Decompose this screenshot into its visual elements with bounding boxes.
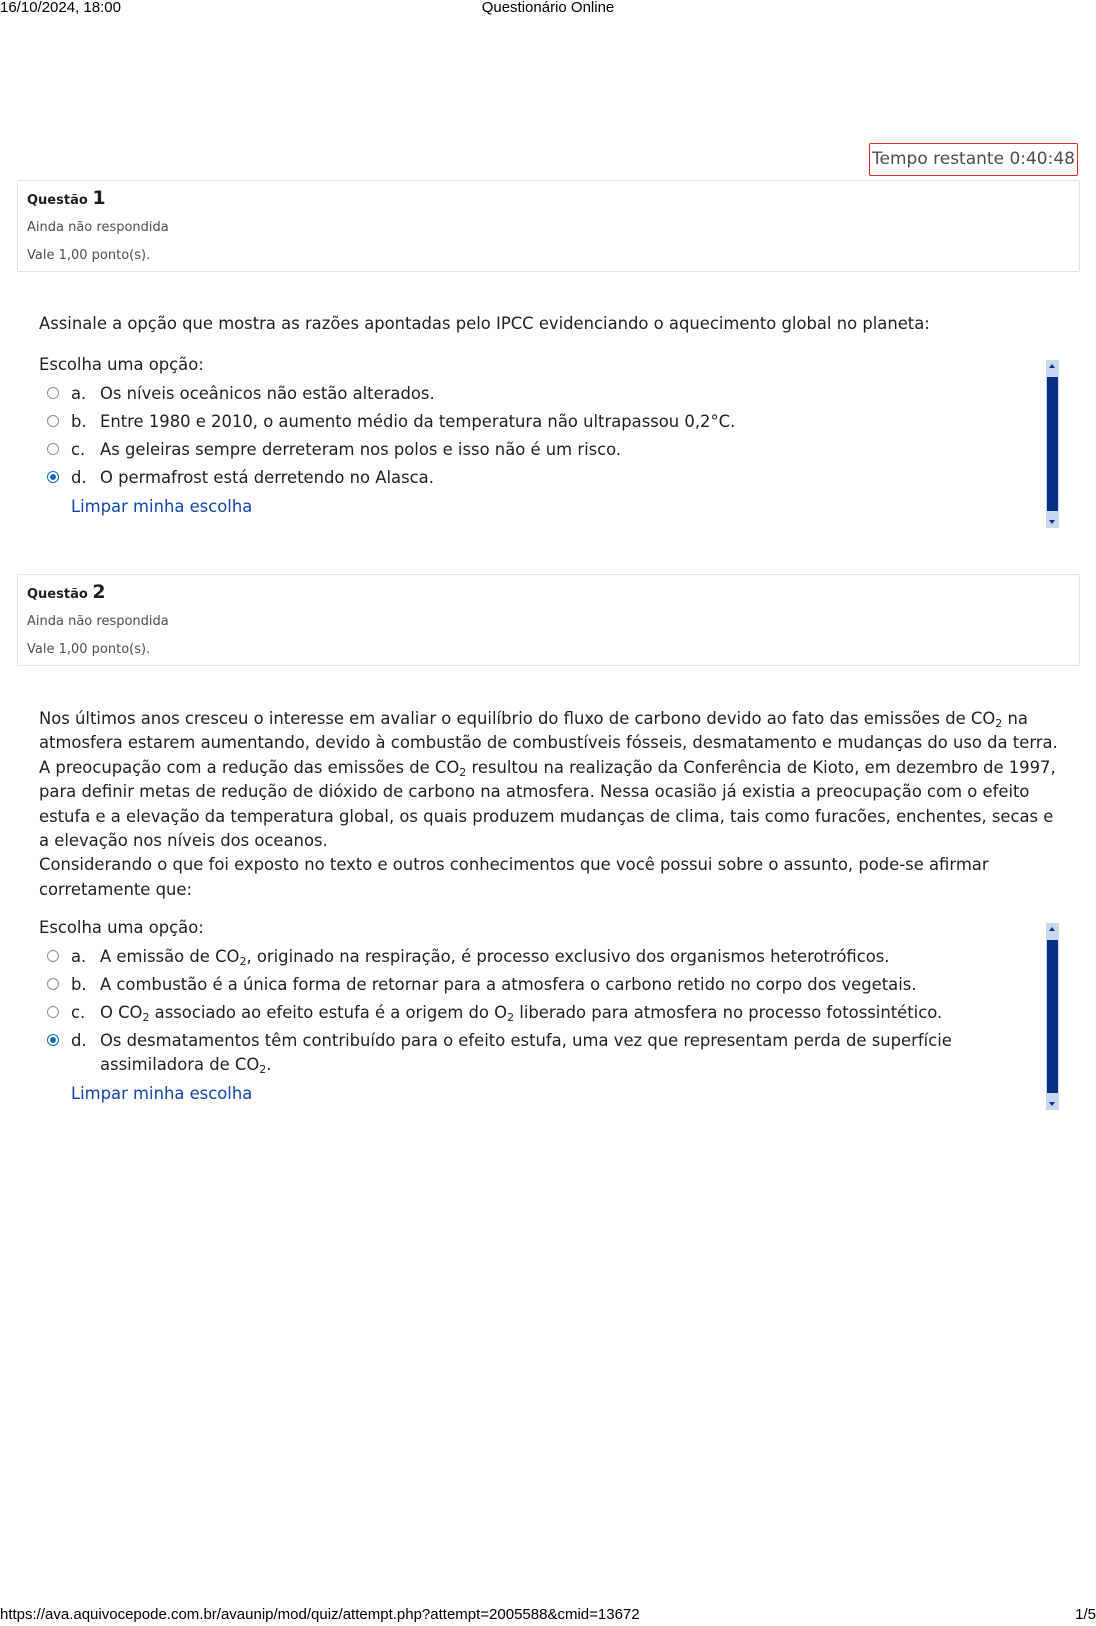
question-1-clear-choice-link[interactable]: Limpar minha escolha: [71, 497, 253, 516]
question-2-clear-choice-link[interactable]: Limpar minha escolha: [71, 1084, 253, 1103]
scrollbar-thumb[interactable]: [1047, 940, 1058, 1093]
radio-button[interactable]: [47, 950, 59, 962]
print-title: Questionário Online: [481, 0, 615, 16]
question-2-option-d[interactable]: d. Os desmatamentos têm contribuído para o efeito estufa, uma vez que representam perda de superfície assimiladora de $CO_2$.: [47, 1029, 967, 1077]
question-2-scrollbar[interactable]: [1046, 923, 1059, 1110]
print-page-number: 1/5: [1075, 1606, 1096, 1623]
radio-button-checked[interactable]: [47, 1034, 59, 1046]
print-footer: [0, 1606, 1096, 1626]
scrollbar-thumb[interactable]: [1047, 377, 1058, 511]
radio-button-checked[interactable]: [47, 471, 59, 483]
question-2-text: Nos últimos anos cresceu o interesse em avaliar o equilíbrio do fluxo de carbono devido ao fato das emissões de $CO_2$ na atmosfera estarem aumentando, devido à combustão de combustíveis fósseis, desmatamento e mudanças do uso da terra. A preocupação com a redução das emissões de $CO_2$ resultou na realização da Conferência de Kioto, em dezembro de 1997, para definir metas de redução de dióxido de carbono na atmosfera. Nessa ocasião já existia a preocupação com o efeito estufa e a elevação da temperatura global, os quais produzem mudanças de clima, tais como furacões, enchentes, secas e a elevação nos níveis dos oceanos. Considerando o que foi exposto no texto e outros conhecimentos que você possui sobre o assunto, pode-se afirmar corretamente que:: [39, 709, 1058, 899]
question-2-number: Questão 2: [27, 581, 106, 603]
scroll-up-arrow-icon[interactable]: [1046, 360, 1059, 373]
question-2-state: Ainda não respondida: [27, 614, 169, 629]
question-2-prompt: Escolha uma opção:: [39, 918, 204, 937]
print-header: [0, 0, 1096, 19]
scroll-down-arrow-icon[interactable]: [1046, 1097, 1059, 1110]
radio-button[interactable]: [47, 387, 59, 399]
print-url: https://ava.aquivocepode.com.br/avaunip/mod/quiz/attempt.php?attempt=2005588&cmid=13672: [0, 1606, 640, 1623]
question-2-grade: Vale 1,00 ponto(s).: [27, 642, 151, 657]
radio-button[interactable]: [47, 443, 59, 455]
question-1-state: Ainda não respondida: [27, 220, 169, 235]
print-datetime: 16/10/2024, 18:00: [0, 0, 121, 16]
scroll-up-arrow-icon[interactable]: [1046, 923, 1059, 936]
question-1-grade: Vale 1,00 ponto(s).: [27, 248, 151, 263]
question-1-number: Questão 1: [27, 187, 106, 209]
question-1-scrollbar[interactable]: [1046, 360, 1059, 528]
radio-button[interactable]: [47, 415, 59, 427]
question-1-prompt: Escolha uma opção:: [39, 355, 204, 374]
radio-button[interactable]: [47, 978, 59, 990]
time-remaining-badge: Tempo restante 0:40:48: [869, 143, 1078, 176]
question-1-text: Assinale a opção que mostra as razões apontadas pelo IPCC evidenciando o aquecimento global no planeta:: [39, 314, 930, 333]
question-1-info: [17, 180, 1080, 272]
radio-button[interactable]: [47, 1006, 59, 1018]
scroll-down-arrow-icon[interactable]: [1046, 515, 1059, 528]
question-2-info: [17, 574, 1080, 666]
